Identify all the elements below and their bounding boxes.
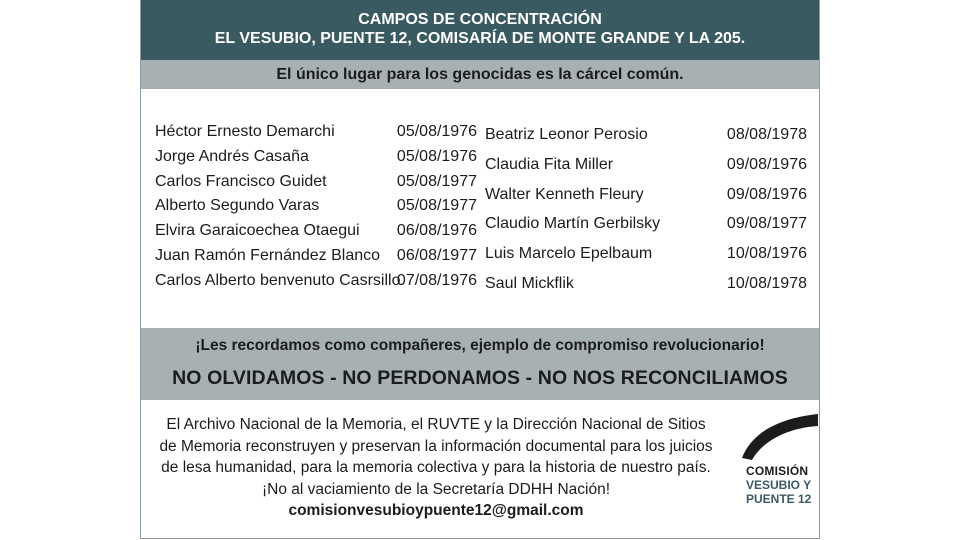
footer-line: de Memoria reconstruyen y preservan la información documental para los juicios xyxy=(159,437,713,455)
victim-date: 10/08/1976 xyxy=(726,245,807,263)
logo-line: VESUBIO Y xyxy=(746,478,812,492)
list-item xyxy=(485,209,807,239)
victim-date: 06/08/1977 xyxy=(396,246,477,264)
footer-line: de lesa humanidad, para la memoria colectiva y para la historia de nuestro país. xyxy=(161,459,711,476)
list-item xyxy=(155,145,477,170)
victim-name: Elvira Garaicoechea Otaegui xyxy=(155,222,360,240)
memorial-card xyxy=(140,0,820,539)
victim-name: Carlos Alberto benvenuto Casrsillo xyxy=(155,271,401,289)
victim-date: 09/08/1977 xyxy=(726,215,807,233)
list-item xyxy=(485,239,807,269)
logo-line: COMISIÓN xyxy=(746,464,809,478)
list-item xyxy=(155,194,477,219)
victim-date: 07/08/1976 xyxy=(396,271,477,289)
footer-text xyxy=(141,414,731,522)
list-item xyxy=(155,244,477,269)
victim-name: Carlos Francisco Guidet xyxy=(155,172,327,190)
contact-email: comisionvesubioypuente12@gmail.com xyxy=(288,502,584,519)
slogan-band xyxy=(141,60,819,89)
victim-name: Walter Kenneth Fleury xyxy=(485,185,644,203)
remembrance-text: ¡Les recordamos como compañeres, ejemplo de compromiso revolucionario! xyxy=(195,337,765,354)
list-item xyxy=(485,180,807,210)
victim-date: 05/08/1977 xyxy=(396,197,477,215)
list-item xyxy=(485,269,807,299)
slogan-text: El único lugar para los genocidas es la cárcel común. xyxy=(276,66,684,83)
list-item xyxy=(155,120,477,145)
victims-list-right xyxy=(485,120,807,299)
motto-band xyxy=(141,328,819,400)
victim-date: 06/08/1976 xyxy=(396,222,477,240)
header-subtitle: EL VESUBIO, PUENTE 12, COMISARÍA DE MONTE GRANDE Y LA 205. xyxy=(214,30,746,47)
victim-name: Saul Mickflik xyxy=(485,274,574,292)
list-item xyxy=(155,269,477,294)
victim-name: Jorge Andrés Casaña xyxy=(155,147,309,165)
header-banner xyxy=(141,0,819,60)
victim-name: Claudio Martín Gerbilsky xyxy=(485,215,661,233)
victim-date: 09/08/1976 xyxy=(726,185,807,203)
footer-line: El Archivo Nacional de la Memoria, el RUVTE y la Dirección Nacional de Sitios xyxy=(166,416,706,433)
comision-logo xyxy=(738,412,822,512)
list-item xyxy=(155,170,477,195)
victim-date: 05/08/1977 xyxy=(396,172,477,190)
victim-date: 08/08/1978 xyxy=(726,126,807,143)
victim-date: 09/08/1976 xyxy=(726,155,807,173)
victim-name: Héctor Ernesto Demarchi xyxy=(155,123,335,140)
footer-line: ¡No al vaciamiento de la Secretaría DDHH Nación! xyxy=(261,480,611,498)
victims-list-left xyxy=(155,120,477,294)
header-title: CAMPOS DE CONCENTRACIÓN xyxy=(358,11,602,28)
list-item xyxy=(155,219,477,244)
victim-date: 10/08/1978 xyxy=(726,274,807,292)
logo-arc-icon xyxy=(738,412,822,462)
logo-line: PUENTE 12 xyxy=(746,492,812,506)
motto-text: NO OLVIDAMOS - NO PERDONAMOS - NO NOS RECONCILIAMOS xyxy=(172,367,788,389)
victim-name: Alberto Segundo Varas xyxy=(155,197,320,215)
victim-name: Beatriz Leonor Perosio xyxy=(485,126,648,143)
list-item xyxy=(485,150,807,180)
victim-date: 05/08/1976 xyxy=(396,123,477,140)
victim-name: Claudia Fita Miller xyxy=(485,155,614,173)
victim-name: Luis Marcelo Epelbaum xyxy=(485,245,653,263)
victim-name: Juan Ramón Fernández Blanco xyxy=(155,246,381,264)
victim-date: 05/08/1976 xyxy=(396,147,477,165)
list-item xyxy=(485,120,807,150)
